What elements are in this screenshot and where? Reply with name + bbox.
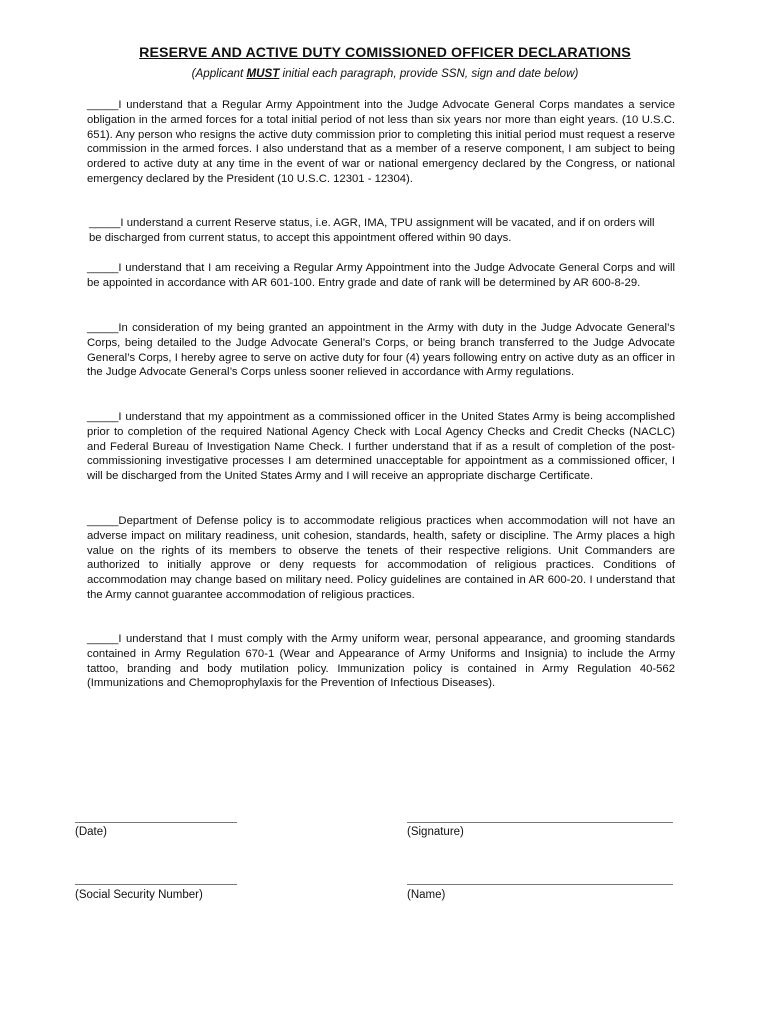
- declaration-paragraph-regular-army-appointment: [87, 261, 675, 291]
- document-title: RESERVE AND ACTIVE DUTY COMISSIONED OFFICER DECLARATIONS: [139, 45, 631, 61]
- paragraph-text: Department of Defense policy is to accommodate religious practices when accommodation will not have an adverse impact on military readiness, unit cohesion, standards, health, safety or discipline. The Army places a high value on the rights of its members to observe the tenets of their respective religions. Unit Commanders are authorized to initially approve or deny requests for accommodation of religious practices. Conditions of accommodation may change based on military need. Policy guidelines are contained in AR 600-20. I understand that the Army cannot guarantee accommodation of religious practices.: [87, 515, 675, 601]
- paragraph-text: In consideration of my being granted an appointment in the Army with duty in the Judge Advocate General’s Corps, being detailed to the Judge Advocate General’s Corps, or being branch transferred to the Judge Advocate General’s Corps, I hereby agree to serve on active duty for four (4) years following entry on active duty as an officer in the Judge Advocate General’s Corps unless sooner relieved in accordance with Army regulations.: [87, 322, 675, 379]
- paragraph-text: I understand a current Reserve status, i.e. AGR, IMA, TPU assignment will be vacated, and if on orders will be discharged from current status, to accept this appointment offered within 90 days.: [89, 217, 655, 244]
- signature-label: (Signature): [407, 826, 464, 838]
- declaration-paragraph-reserve-status: [89, 216, 669, 246]
- name-label: (Name): [407, 889, 446, 901]
- initial-blank[interactable]: _____: [89, 217, 121, 229]
- initial-blank[interactable]: _____: [87, 262, 119, 274]
- ssn-signature-line[interactable]: [75, 884, 237, 885]
- subtitle-text-after: initial each paragraph, provide SSN, sign and date below): [279, 67, 579, 80]
- initial-blank[interactable]: _____: [87, 633, 119, 645]
- subtitle-emphasis: MUST: [246, 67, 280, 80]
- paragraph-text: I understand that I am receiving a Regular Army Appointment into the Judge Advocate General Corps and will be appointed in accordance with AR 601-100. Entry grade and date of rank will be determined by AR 600-8-29.: [87, 262, 675, 289]
- ssn-label: (Social Security Number): [75, 889, 203, 901]
- declaration-paragraph-service-obligation: [87, 98, 675, 187]
- paragraph-text: I understand that a Regular Army Appointment into the Judge Advocate General Corps mandates a service obligation in the armed forces for a total initial period of not less than six years nor more than eight years. (10 U.S.C. 651). Any person who resigns the active duty commission prior to completing this initial period must request a reserve commission in the armed forces. I also understand that as a member of a reserve component, I am subject to being ordered to active duty at any time in the event of war or national emergency declared by the Congress, or national emergency declared by the President (10 U.S.C. 12301 - 12304).: [87, 99, 675, 185]
- initial-blank[interactable]: _____: [87, 411, 119, 423]
- declaration-paragraph-background-check: [87, 410, 675, 484]
- name-signature-line[interactable]: [407, 884, 673, 885]
- declaration-paragraph-uniform-grooming: [87, 632, 675, 691]
- initial-blank[interactable]: _____: [87, 322, 119, 334]
- declaration-paragraph-religious-accommodation: [87, 514, 675, 603]
- declaration-paragraph-active-duty-agreement: [87, 321, 675, 380]
- paragraph-text: I understand that my appointment as a commissioned officer in the United States Army is being accomplished prior to completion of the required National Agency Check with Local Agency Checks and Credit Checks (NACLC) and Federal Bureau of Investigation Name Check. I further understand that if as a result of completion of the post-commissioning investigative processes I am determined unacceptable for appointment as a commissioned officer, I will be discharged from the United States Army and I will receive an appropriate discharge Certificate.: [87, 411, 675, 483]
- paragraph-text: I understand that I must comply with the Army uniform wear, personal appearance, and grooming standards contained in Army Regulation 670-1 (Wear and Appearance of Army Uniforms and Insignia) to include the Army tattoo, branding and body mutilation policy. Immunization policy is contained in Army Regulation 40-562 (Immunizations and Chemoprophylaxis for the Prevention of Infectious Diseases).: [87, 633, 675, 690]
- document-subtitle: [0, 67, 770, 80]
- date-label: (Date): [75, 826, 107, 838]
- signature-line[interactable]: [407, 822, 673, 823]
- subtitle-text-before: (Applicant: [191, 67, 247, 80]
- initial-blank[interactable]: _____: [87, 99, 119, 111]
- initial-blank[interactable]: _____: [87, 515, 119, 527]
- date-signature-line[interactable]: [75, 822, 237, 823]
